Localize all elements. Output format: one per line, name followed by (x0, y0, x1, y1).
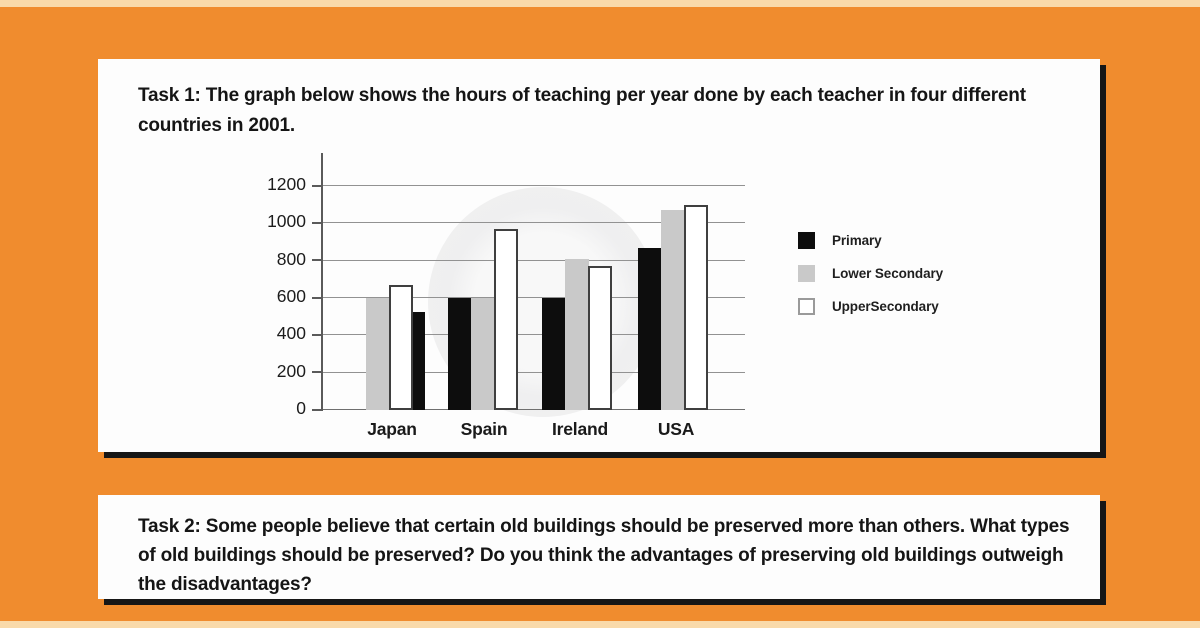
x-label-spain: Spain (460, 419, 508, 439)
legend-label-uppersecondary: UpperSecondary (832, 298, 939, 314)
y-tick-label-600: 600 (276, 286, 306, 306)
y-tick-label-0: 0 (296, 398, 306, 418)
legend-label-lower-secondary: Lower Secondary (832, 265, 944, 281)
legend-label-primary: Primary (832, 232, 882, 248)
task2-label: Task 2: (138, 516, 201, 537)
bar-ireland-upper-secondary (588, 266, 612, 410)
y-tick-label-1000: 1000 (267, 211, 306, 232)
y-tick-label-400: 400 (276, 323, 306, 344)
bar-spain-lower-secondary (471, 298, 495, 410)
task1-body: The graph below shows the hours of teaching per year done by each teacher in four different countries in 2001. (138, 85, 1026, 136)
task1-card (98, 59, 1100, 452)
bar-spain-upper-secondary (494, 229, 518, 410)
bottom-strip-decoration (0, 621, 1200, 628)
bar-ireland-primary (542, 298, 566, 410)
legend-swatch-gray (798, 265, 815, 282)
bar-spain-primary (448, 298, 472, 410)
bar-japan-primary (412, 312, 425, 410)
task1-text (138, 81, 1080, 141)
legend-item-lower-secondary (798, 264, 943, 282)
top-strip-decoration (0, 0, 1200, 7)
bar-japan-upper-secondary (389, 285, 413, 410)
y-tick-label-1200: 1200 (267, 174, 306, 194)
bar-usa-lower-secondary (661, 210, 685, 410)
bar-japan-lower-secondary (366, 298, 390, 410)
legend-item-uppersecondary (798, 297, 943, 315)
task2-body: Some people believe that certain old buildings should be preserved more than others. What types of old buildings should be preserved? Do you think the advantages of preserving old buildings outweigh the disadvantages? (138, 516, 1070, 595)
bar-ireland-lower-secondary (565, 259, 589, 410)
chart-legend (798, 231, 943, 330)
bar-chart-plot (267, 153, 745, 439)
task2-text (138, 512, 1080, 599)
y-axis-line (321, 153, 323, 411)
legend-swatch-black (798, 232, 815, 249)
legend-item-primary (798, 231, 943, 249)
task2-card (98, 495, 1100, 599)
y-tick-label-200: 200 (276, 360, 306, 381)
legend-swatch-white (798, 298, 815, 315)
bar-usa-upper-secondary (684, 205, 708, 410)
gridline-1200 (322, 185, 745, 186)
y-tick-label-800: 800 (276, 248, 306, 269)
x-label-ireland: Ireland (552, 419, 608, 439)
x-label-japan: Japan (367, 419, 417, 439)
x-label-usa: USA (657, 419, 695, 439)
task1-label: Task 1: (138, 85, 201, 106)
bar-usa-primary (638, 248, 662, 410)
